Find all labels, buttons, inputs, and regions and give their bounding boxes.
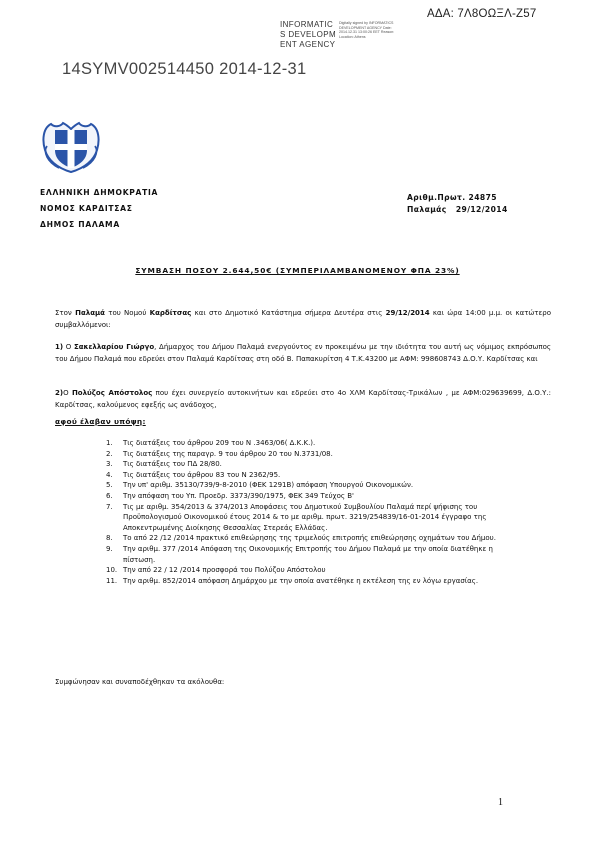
intro-text: και ώρα 14:00 μ.μ. οι κατώτερο συμβαλλόμενοι: bbox=[55, 309, 552, 329]
consideration-item bbox=[106, 438, 502, 449]
digital-signature-stamp bbox=[280, 20, 409, 50]
consideration-text: Την υπ' αριθμ. 35130/739/9-8-2010 (ΦΕΚ 1291Β) απόφαση Υπουργού Οικονομικών. bbox=[123, 481, 414, 490]
consideration-text: Την από 22 / 12 /2014 προσφορά του Πολύζου Απόστολου bbox=[123, 566, 326, 575]
consideration-number: 7. bbox=[106, 502, 113, 511]
consideration-number: 1. bbox=[106, 439, 113, 447]
party-two-paragraph bbox=[55, 387, 551, 411]
consideration-number: 3. bbox=[106, 460, 113, 469]
signature-title: INFORMATICS DEVELOPMENT AGENCY bbox=[280, 20, 337, 49]
contract-date: 29/12/2014 bbox=[385, 309, 430, 317]
party-text: , Δήμαρχος του Δήμου Παλαμά ενεργούντος εν προκειμένω με την ιδιότητα του αυτή ως νόμιμος εκπρόσωπος του Δήμου Παλαμά που εδρεύει στον Παλαμά Καρδίτσας στη οδό Β. Παπακυρίτση 4 Τ.Κ.43200 με ΑΦΜ: 998608743 Δ.Ο.Υ. Καρδίτσας και bbox=[55, 343, 551, 363]
consideration-text: Τις διατάξεις του άρθρου 83 του Ν 2362/95. bbox=[123, 470, 281, 479]
considerations-list bbox=[106, 438, 502, 586]
greek-state-emblem-icon bbox=[39, 120, 103, 174]
consideration-item bbox=[106, 576, 502, 587]
intro-paragraph bbox=[55, 307, 551, 331]
page-number: 1 bbox=[498, 797, 503, 808]
consideration-item bbox=[106, 491, 502, 502]
consideration-text: Τις με αριθμ. 354/2013 & 374/2013 Αποφάσεις του Δημοτικού Συμβουλίου Παλαμά περί ψήφισης του Προϋπολογισμού Οικονομικού έτους 2014 & το με αριθμ. πρωτ. 3219/254839/16-01-2014 έγγραφο της Αποκεντρωμένης Διοίκησης Θεσσαλίας Στερεάς Ελλάδας. bbox=[123, 502, 487, 532]
contractor-name: Πολύζος Απόστολος bbox=[71, 389, 153, 397]
intro-text: Στον bbox=[55, 309, 76, 317]
place-name: Παλαμά bbox=[75, 309, 105, 317]
consideration-item bbox=[106, 544, 502, 565]
contract-title: ΣΥΜΒΑΣΗ ΠΟΣΟΥ 2.644,50€ (ΣΥΜΠΕΡΙΛΑΜΒΑΝΟΜΕΝΟΥ ΦΠΑ 23%) bbox=[135, 266, 460, 275]
consideration-number: 11. bbox=[106, 576, 118, 585]
consideration-item bbox=[106, 459, 502, 470]
org-municipality: ΔΗΜΟΣ ΠΑΛΑΜΑ bbox=[40, 220, 120, 229]
consideration-item bbox=[106, 480, 502, 491]
consideration-item bbox=[106, 533, 502, 544]
agreement-statement: Συμφώνησαν και συναποδέχθηκαν τα ακόλουθα: bbox=[55, 678, 225, 686]
intro-text: του Νομού bbox=[104, 309, 150, 317]
consideration-item bbox=[106, 449, 502, 460]
prefecture-name: Καρδίτσας bbox=[149, 309, 192, 317]
consideration-item bbox=[106, 565, 502, 576]
consideration-number: 5. bbox=[106, 481, 113, 490]
consideration-item bbox=[106, 470, 502, 481]
consideration-item bbox=[106, 502, 502, 534]
consideration-number: 10. bbox=[106, 566, 118, 575]
signature-details: Digitally signed by INFORMATICS DEVELOPMENT AGENCY Date: 2014.12.31 13:00:26 EET Reason: Location: Athens bbox=[339, 21, 395, 39]
considerations-heading: αφού έλαβαν υπόψη: bbox=[55, 417, 146, 426]
protocol-number: Αριθμ.Πρωτ. 24875 bbox=[407, 193, 497, 202]
consideration-text: Την αριθμ. 377 /2014 Απόφαση της Οικονομικής Επιτροπής του Δήμου Παλαμά με την οποία διατέθηκε η πίστωση. bbox=[123, 544, 493, 564]
consideration-text: Τις διατάξεις της παραγρ. 9 του άρθρου 20 του Ν.3731/08. bbox=[123, 449, 333, 458]
org-prefecture: ΝΟΜΟΣ ΚΑΡΔΙΤΣΑΣ bbox=[40, 204, 133, 213]
consideration-text: Τις διατάξεις του άρθρου 209 του Ν .3463/06( Δ.Κ.Κ.). bbox=[123, 439, 316, 447]
reference-block bbox=[407, 192, 508, 216]
party-text: Ο bbox=[63, 389, 72, 397]
party-text: που έχει συνεργείο αυτοκινήτων και εδρεύει στο 4ο ΧΛΜ Καρδίτσας-Τρικάλων , με ΑΦΜ:029639699, Δ.Ο.Υ.: Καρδίτσας, καλούμενος εφεξής ως ανάδοχος, bbox=[55, 389, 551, 409]
intro-text: και στο Δημοτικό Κατάστημα σήμερα Δευτέρα στις bbox=[191, 309, 386, 317]
party-number: 2) bbox=[55, 389, 64, 397]
consideration-number: 9. bbox=[106, 544, 113, 553]
consideration-number: 8. bbox=[106, 534, 113, 543]
mayor-name: Σακελλαρίου Γιώργο bbox=[73, 343, 155, 351]
issuing-authority bbox=[40, 185, 158, 233]
consideration-number: 4. bbox=[106, 470, 113, 479]
consideration-text: Την αριθμ. 852/2014 απόφαση Δημάρχου με την οποία ανατέθηκε η εκτέλεση της εν λόγω εργασίας. bbox=[123, 576, 479, 585]
org-country: ΕΛΛΗΝΙΚΗ ΔΗΜΟΚΡΑΤΙΑ bbox=[40, 188, 159, 197]
party-one-paragraph bbox=[55, 341, 551, 365]
place-date: Παλαμάς 29/12/2014 bbox=[407, 205, 508, 214]
party-number: 1) bbox=[55, 343, 64, 351]
consideration-text: Το από 22 /12 /2014 πρακτικό επιθεώρησης της τριμελούς επιτροπής επιθεώρησης οχημάτων του Δήμου. bbox=[123, 534, 496, 543]
consideration-number: 6. bbox=[106, 491, 113, 500]
consideration-text: Τις διατάξεις του ΠΔ 28/80. bbox=[123, 460, 222, 469]
consideration-number: 2. bbox=[106, 449, 113, 458]
ada-code: ΑΔΑ: 7Λ8ΟΩΞΛ-Ζ57 bbox=[427, 8, 537, 20]
document-id-watermark: 14SYMV002514450 2014-12-31 bbox=[62, 60, 307, 78]
party-text: Ο bbox=[63, 343, 74, 351]
consideration-text: Την απόφαση του Υπ. Προεδρ. 3373/390/1975, ΦΕΚ 349 Τεύχος Β' bbox=[123, 491, 354, 500]
